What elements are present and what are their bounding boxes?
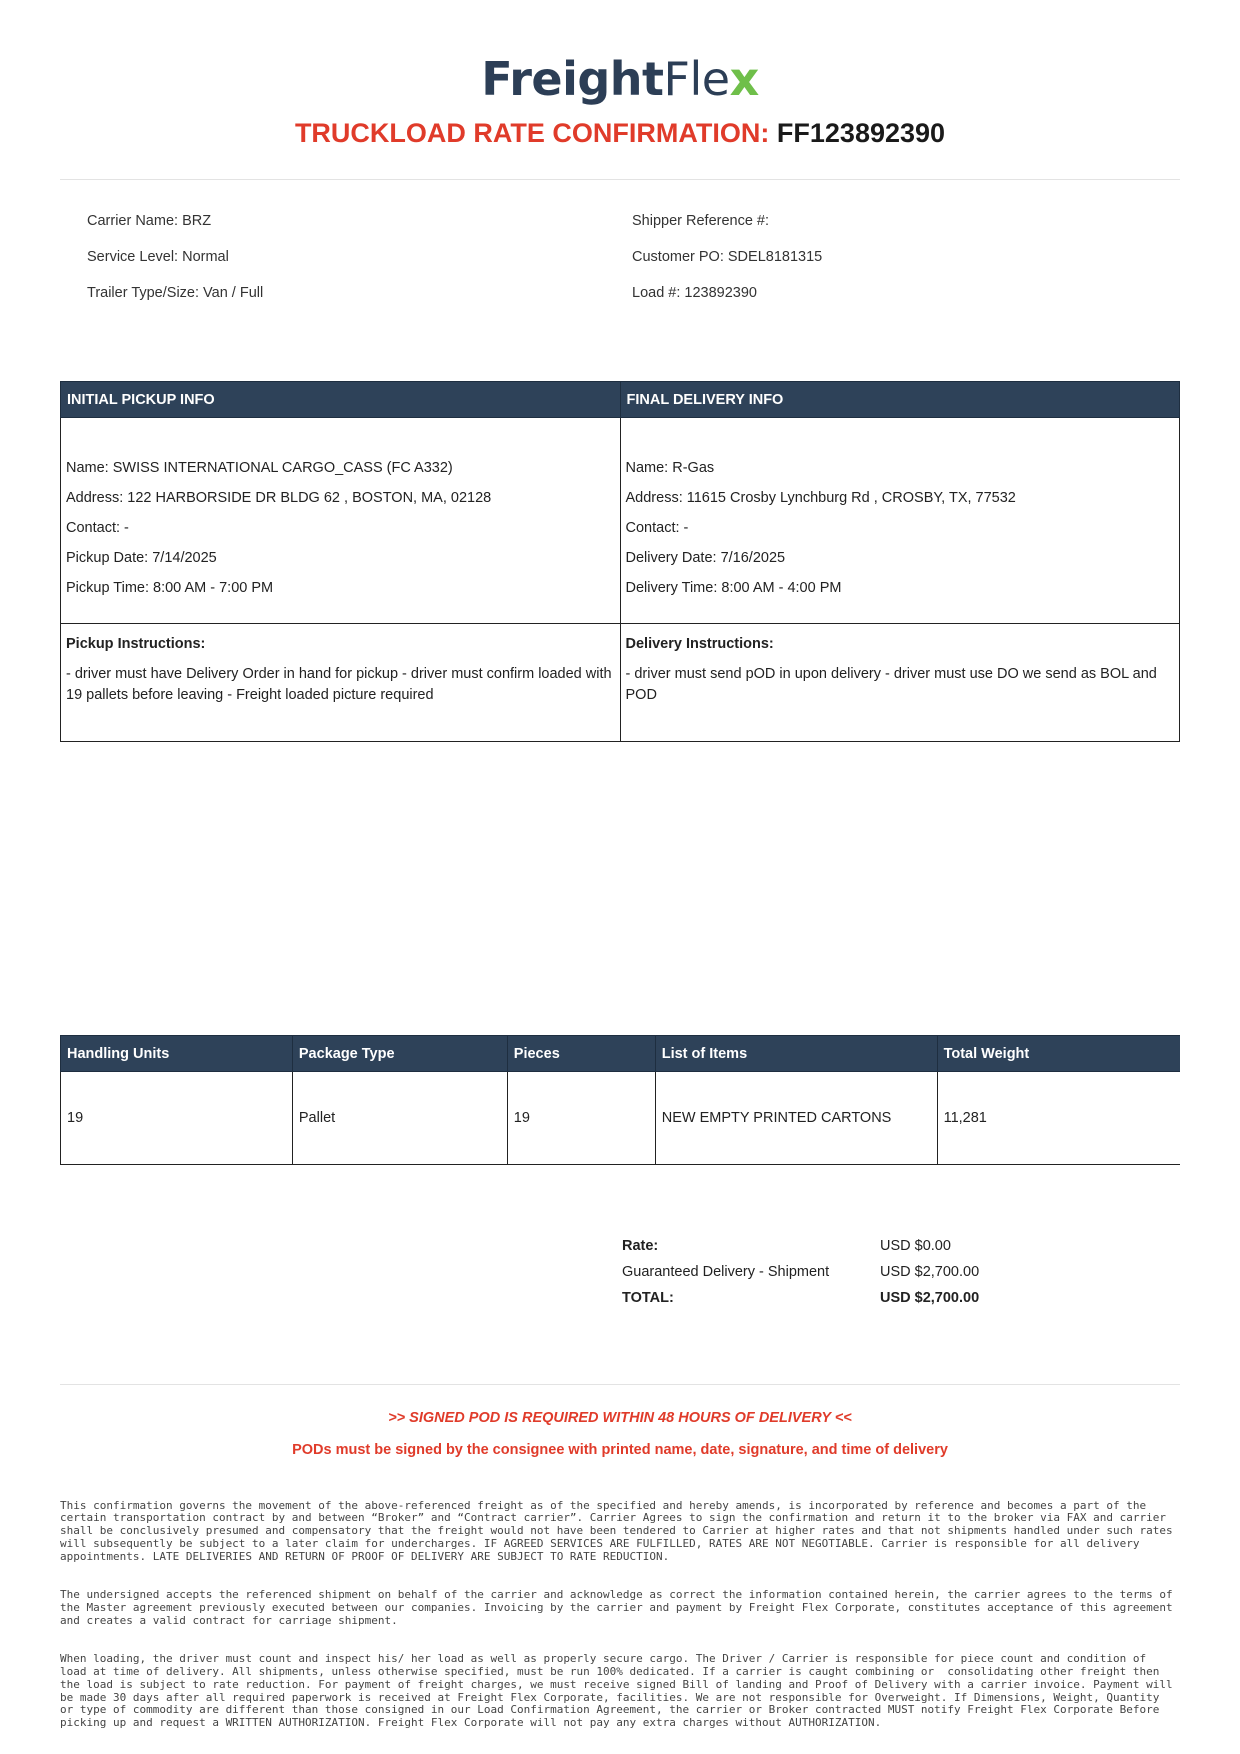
pod-required-notice: >> SIGNED POD IS REQUIRED WITHIN 48 HOURS OF DELIVERY << <box>388 1410 852 1426</box>
delivery-header: FINAL DELIVERY INFO <box>620 382 1180 418</box>
delivery-address: Address: 11615 Crosby Lynchburg Rd , CROSBY, TX, 77532 <box>625 490 1016 506</box>
customer-po: Customer PO: SDEL8181315 <box>632 249 823 265</box>
accessorial-value: USD $2,700.00 <box>880 1264 980 1280</box>
package-type-value: Pallet <box>292 1072 507 1165</box>
col-package-type: Package Type <box>292 1036 507 1072</box>
delivery-instructions-cell <box>620 624 1180 742</box>
shipper-reference: Shipper Reference #: <box>632 213 770 229</box>
confirmation-number: FF123892390 <box>776 118 946 148</box>
pickup-info-cell <box>61 418 621 624</box>
delivery-instructions-label: Delivery Instructions: <box>625 636 774 652</box>
logo-x-mark: x <box>729 52 759 106</box>
delivery-name: Name: R-Gas <box>625 460 715 476</box>
pickup-instructions-text: - driver must have Delivery Order in hand for pickup - driver must confirm loaded with 19 pallets before leaving - Freight loaded picture required <box>66 666 612 703</box>
pickup-header: INITIAL PICKUP INFO <box>61 382 621 418</box>
reference-info <box>632 211 822 319</box>
title-label: TRUCKLOAD RATE CONFIRMATION: <box>294 118 770 148</box>
carrier-name: Carrier Name: BRZ <box>87 213 212 229</box>
col-total-weight: Total Weight <box>937 1036 1180 1072</box>
delivery-contact: Contact: - <box>625 520 689 536</box>
total-weight-value: 11,281 <box>937 1072 1180 1165</box>
pickup-contact: Contact: - <box>66 520 129 536</box>
items-table <box>60 1035 1180 1165</box>
pickup-instructions-label: Pickup Instructions: <box>66 636 206 652</box>
pickup-time: Pickup Time: 8:00 AM - 7:00 PM <box>66 580 274 596</box>
col-list-of-items: List of Items <box>655 1036 937 1072</box>
total-label: TOTAL: <box>622 1290 674 1306</box>
page-title <box>0 118 1240 149</box>
legal-paragraph-1: This confirmation governs the movement of the above-referenced freight as of the specified and hereby amends, is incorporated by reference and becomes a part of the certain transportation contract by and between “Broker” and “Contract carrier”. Carrier Agrees to sign the confirmation and return it to the broker via FAX and carrier shall be conclusively presumed and compensatory that the freight would not have been tendered to Carrier at higher rates and that not shipments handled under such rates will subsequently be subject to a later claim for undercharges. IF AGREED SERVICES ARE FULFILLED, RATES ARE NOT NEGOTIABLE. Carrier is responsible for all delivery appointments. LATE DELIVERIES AND RETURN OF PROOF OF DELIVERY ARE SUBJECT TO RATE REDUCTION. <box>60 1498 1180 1563</box>
list-of-items-value: NEW EMPTY PRINTED CARTONS <box>655 1072 937 1165</box>
delivery-instructions-text: - driver must send pOD in upon delivery - driver must use DO we send as BOL and POD <box>625 666 1157 703</box>
table-row <box>61 1072 1181 1165</box>
delivery-info-cell <box>620 418 1180 624</box>
legal-terms <box>60 1474 1178 1743</box>
legal-paragraph-2: The undersigned accepts the referenced shipment on behalf of the carrier and acknowledge as correct the information contained herein, the carrier agrees to the terms of the Master agreement previously executed between our companies. Invoicing by the carrier and payment by Freight Flex Corporate, constitutes acceptance of this agreement and creates a valid contract for carriage shipment. <box>60 1588 1180 1627</box>
rate-value: USD $0.00 <box>880 1238 951 1254</box>
header-divider <box>60 179 1180 180</box>
logo-word-freight: Freight <box>481 52 664 106</box>
freightflex-logo <box>0 52 1240 106</box>
load-number: Load #: 123892390 <box>632 285 757 301</box>
pickup-date: Pickup Date: 7/14/2025 <box>66 550 217 566</box>
col-pieces: Pieces <box>507 1036 655 1072</box>
pickup-address: Address: 122 HARBORSIDE DR BLDG 62 , BOSTON, MA, 02128 <box>66 490 492 506</box>
col-handling-units: Handling Units <box>61 1036 293 1072</box>
footer-divider <box>60 1384 1180 1385</box>
charges-summary <box>622 1236 1040 1314</box>
pickup-delivery-table <box>60 381 1180 742</box>
service-level: Service Level: Normal <box>87 249 229 265</box>
delivery-date: Delivery Date: 7/16/2025 <box>625 550 786 566</box>
logo-word-flex: Fle <box>663 52 730 106</box>
trailer-type: Trailer Type/Size: Van / Full <box>87 285 264 301</box>
pieces-value: 19 <box>507 1072 655 1165</box>
pickup-name: Name: SWISS INTERNATIONAL CARGO_CASS (FC A332) <box>66 460 453 476</box>
total-value: USD $2,700.00 <box>880 1290 980 1306</box>
carrier-info <box>87 211 263 319</box>
rate-label: Rate: <box>622 1238 659 1254</box>
delivery-time: Delivery Time: 8:00 AM - 4:00 PM <box>625 580 842 596</box>
legal-paragraph-3: When loading, the driver must count and inspect his/ her load as well as properly secure cargo. The Driver / Carrier is responsible for piece count and condition of load at time of delivery. All shipments, unless otherwise specified, must be run 100% dedicated. If a carrier is caught combining or consolidating other freight then the load is subject to rate reduction. For payment of freight charges, we must receive signed Bill of landing and Proof of Delivery with a carrier invoice. Payment will be made 30 days after all required paperwork is received at Freight Flex Corporate, facilities. We are not responsible for Overweight. If Dimensions, Weight, Quantity or type of commodity are different than those consigned in our Load Confirmation Agreement, the carrier or Broker contracted MUST notify Freight Flex Corporate Before picking up and request a WRITTEN AUTHORIZATION. Freight Flex Corporate will not pay any extra charges without AUTHORIZATION. <box>60 1652 1180 1730</box>
pickup-instructions-cell <box>61 624 621 742</box>
accessorial-label: Guaranteed Delivery - Shipment <box>622 1264 830 1280</box>
pod-signature-notice: PODs must be signed by the consignee with printed name, date, signature, and time of delivery <box>292 1442 948 1458</box>
handling-units-value: 19 <box>61 1072 293 1165</box>
